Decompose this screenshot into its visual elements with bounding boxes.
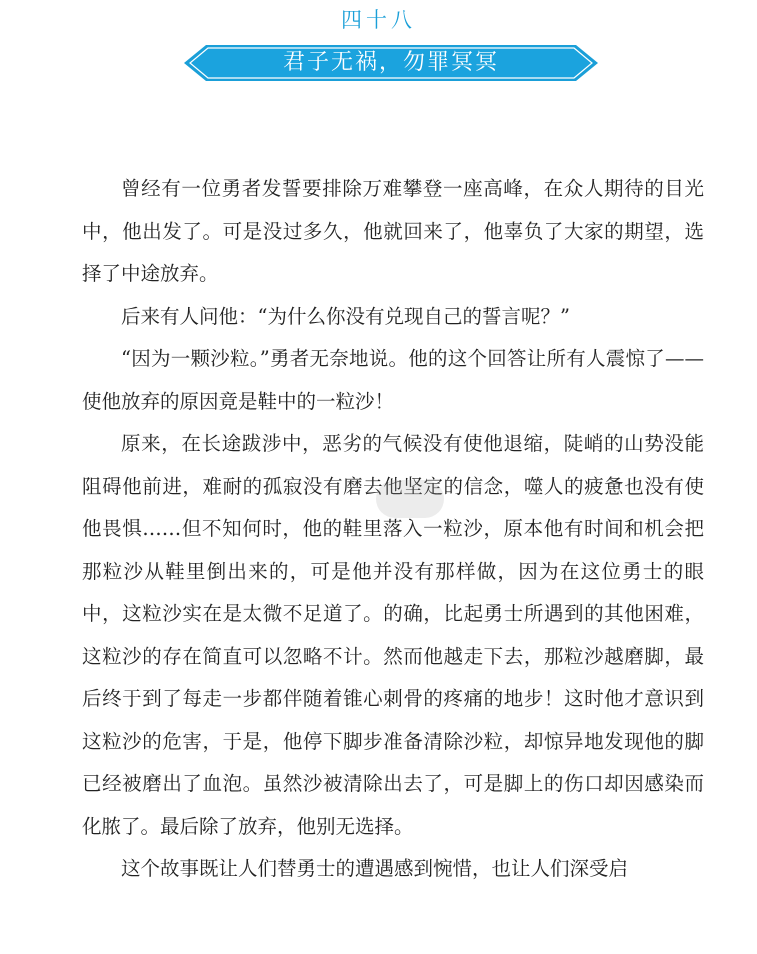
article-body — [82, 168, 704, 891]
paragraph: 曾经有一位勇者发誓要排除万难攀登一座高峰，在众人期待的目光中，他出发了。可是没过多久，他就回来了，他辜负了大家的期望，选择了中途放弃。 — [82, 177, 704, 285]
paragraph: 原来，在长途跋涉中，恶劣的气候没有使他退缩，陡峭的山势没能阻碍他前进，难耐的孤寂没有磨去他坚定的信念，噬人的疲惫也没有使他畏惧……但不知何时，他的鞋里落入一粒沙，原本他有时间和机会把那粒沙从鞋里倒出来的，可是他并没有那样做，因为在这位勇士的眼中，这粒沙实在是太微不足道了。的确，比起勇士所遇到的其他困难，这粒沙的存在简直可以忽略不计。然而他越走下去，那粒沙越磨脚，最后终于到了每走一步都伴随着锥心刺骨的疼痛的地步！这时他才意识到这粒沙的危害，于是，他停下脚步准备清除沙粒，却惊异地发现他的脚已经被磨出了血泡。虽然沙被清除出去了，可是脚上的伤口却因感染而化脓了。最后除了放弃，他别无选择。 — [82, 432, 704, 838]
page-scroll-handle[interactable] — [376, 480, 444, 518]
chapter-number: 四十八 — [341, 8, 416, 32]
paragraph: “因为一颗沙粒。”勇者无奈地说。他的这个回答让所有人震惊了——使他放弃的原因竟是鞋中的一粒沙！ — [82, 347, 704, 413]
chapter-title-banner — [184, 44, 598, 82]
paragraph: 这个故事既让人们替勇士的遭遇感到惋惜，也让人们深受启 — [121, 857, 629, 880]
paragraph: 后来有人问他：“为什么你没有兑现自己的誓言呢？” — [121, 304, 570, 328]
chapter-title: 君子无祸，勿罪冥冥 — [282, 50, 499, 75]
